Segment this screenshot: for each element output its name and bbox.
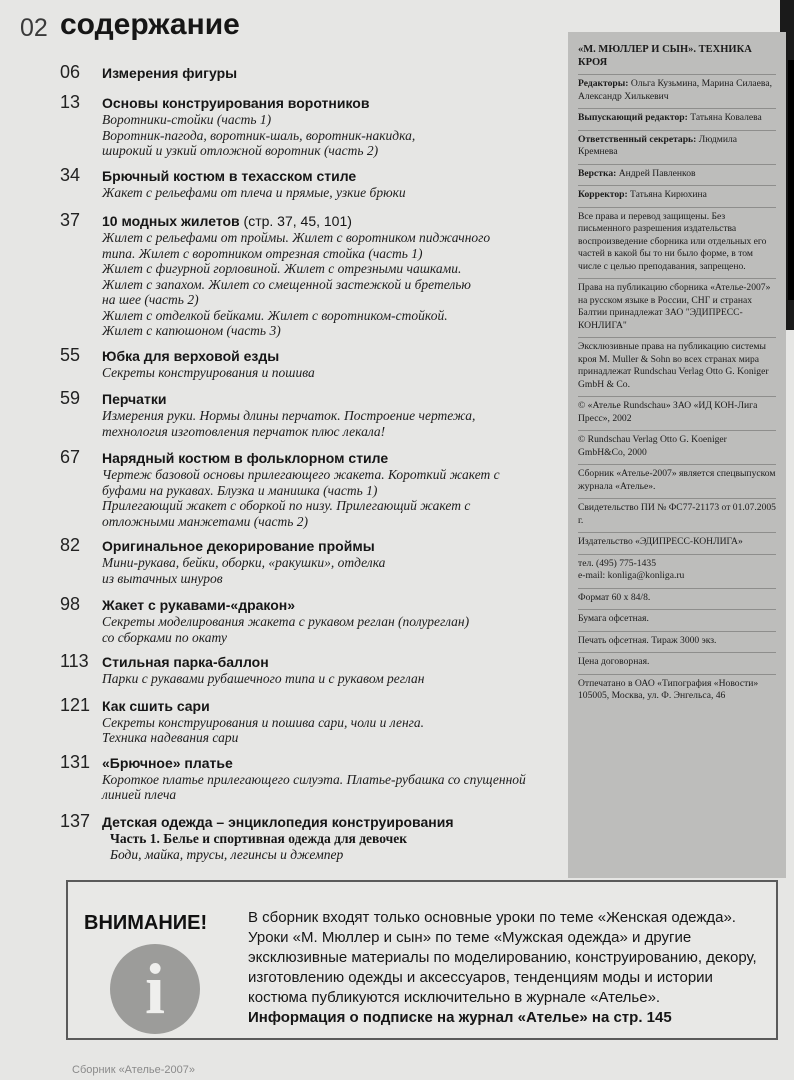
toc-entry bbox=[60, 694, 565, 746]
toc-entry-title: Измерения фигуры bbox=[102, 65, 238, 81]
toc-entry bbox=[60, 537, 565, 586]
toc-page-number: 67 bbox=[60, 447, 81, 467]
exec-editor-name: Татьяна Ковалева bbox=[687, 112, 762, 123]
rights-text: Все права и перевод защищены. Без письменного разрешения издательства воспроизведение сборника или отдельных его частей в какой бы то ни было форме, в том числе с целью преподавания, запрещено. bbox=[578, 208, 776, 280]
toc-entry-description: Жилет с капюшоном (часть 3) bbox=[102, 323, 281, 338]
toc-page-number: 37 bbox=[60, 210, 81, 230]
imprint-title: «М. МЮЛЛЕР И СЫН». ТЕХНИКА КРОЯ bbox=[578, 44, 752, 68]
editors-block bbox=[578, 75, 776, 109]
toc-entry-title-line bbox=[102, 167, 565, 185]
notice-text-block bbox=[248, 908, 768, 1028]
imprint-title-block bbox=[578, 40, 776, 75]
toc-entry-description: технология изготовления перчаток плюс лекала! bbox=[102, 423, 386, 439]
certificate-text: Свидетельство ПИ № ФС77-21173 от 01.07.2005 г. bbox=[578, 499, 776, 533]
toc-entry-description: Жилет с рельефами от проймы. Жилет с воротником пиджачного bbox=[102, 230, 491, 245]
toc-page-number: 121 bbox=[60, 694, 91, 715]
notice-text: В сборник входят только основные уроки по теме «Женская одежда». Уроки «М. Мюллер и сын» по теме «Мужская одежда» и другие эксклюзивные материалы по моделированию, конструированию, декору, изготовлению одежды и аксессуаров, тенденциям моды и истории костюма публикуются исключительно в журнале «Ателье». bbox=[248, 909, 757, 1006]
toc-entry-subtitle-description: Боди, майка, трусы, легинсы и джемпер bbox=[110, 846, 344, 862]
toc-entry-description: отложными манжетами (часть 2) bbox=[102, 513, 308, 529]
toc-entry-description: Техника надевания сари bbox=[102, 730, 239, 745]
toc-entry-title: Оригинальное декорирование проймы bbox=[102, 538, 375, 554]
binding-edge-inner bbox=[788, 60, 794, 300]
toc-page-number: 98 bbox=[60, 594, 81, 614]
paper-text: Бумага офсетная. bbox=[578, 610, 776, 632]
toc-entry-description: Жакет с рельефами от плеча и прямые, узкие брюки bbox=[102, 184, 406, 200]
toc-entry bbox=[60, 164, 565, 201]
toc-entry-description: Прилегающий жакет с оборкой по низу. Прилегающий жакет с bbox=[102, 498, 471, 513]
notice-box bbox=[66, 880, 778, 1040]
toc-entry-description: Короткое платье прилегающего силуэта. Платье-рубашка со спущенной bbox=[102, 771, 526, 787]
toc-entry bbox=[60, 653, 565, 687]
toc-page-number: 34 bbox=[60, 164, 81, 185]
toc-entry-title-line bbox=[102, 653, 565, 671]
toc-entry-description: из вытачных шнуров bbox=[102, 570, 223, 586]
toc-entry-title-line bbox=[102, 449, 565, 467]
toc-entry-title: Основы конструирования воротников bbox=[102, 95, 370, 111]
copyright-line-1: © «Ателье Rundschau» ЗАО «ИД КОН-Лига Пресс», 2002 bbox=[578, 397, 776, 431]
info-icon: i bbox=[110, 944, 200, 1034]
subscription-info: Информация о подписке на журнал «Ателье» на стр. 145 bbox=[248, 1009, 672, 1026]
toc-entry-description: Секреты моделирования жакета с рукавом реглан (полуреглан) bbox=[102, 614, 470, 629]
toc-entry-description: на шее (часть 2) bbox=[102, 292, 199, 307]
toc-entry-description: типа. Жилет с воротником отрезная стойка (часть 1) bbox=[102, 245, 423, 261]
exec-editor-label: Выпускающий редактор: bbox=[578, 112, 688, 123]
toc-entry-title: Как сшить сари bbox=[102, 697, 210, 714]
imprint-sidebar bbox=[568, 32, 786, 878]
toc-entry-title-line bbox=[102, 212, 565, 230]
secretary-name: Людмила Кремнева bbox=[578, 133, 738, 157]
toc-entry-description: Воротник-пагода, воротник-шаль, воротник-накидка, bbox=[102, 127, 416, 143]
proofreader-label: Корректор: bbox=[578, 189, 628, 200]
price-text: Цена договорная. bbox=[578, 653, 776, 675]
layout-name: Андрей Павленков bbox=[616, 167, 696, 179]
toc-page-number: 59 bbox=[60, 388, 81, 408]
toc-entry-title-line bbox=[102, 94, 565, 112]
editors-label: Редакторы: bbox=[578, 78, 629, 89]
toc-page-number: 131 bbox=[60, 751, 91, 772]
toc-entry-title-line bbox=[102, 347, 565, 365]
toc-entry-description: линией плеча bbox=[102, 787, 177, 802]
toc-page-number: 55 bbox=[60, 344, 81, 365]
toc-entry-title: Юбка для верховой езды bbox=[102, 347, 280, 364]
publication-rights-text: Права на публикацию сборника «Ателье-2007» на русском языке в России, СНГ и странах Балтии принадлежат ЗАО "ЭДИПРЕСС-КОНЛИГА" bbox=[578, 279, 776, 338]
toc-entry-title-line bbox=[102, 754, 565, 772]
page-number: 02 bbox=[20, 14, 48, 42]
page-footer: Сборник «Ателье-2007» bbox=[72, 1064, 195, 1076]
copyright-line-2: © Rundschau Verlag Otto G. Koeniger GmbH&Co, 2000 bbox=[578, 431, 776, 465]
toc-page-number: 13 bbox=[60, 92, 81, 112]
toc-entry-title: 10 модных жилетов bbox=[102, 213, 240, 229]
toc-entry-subtitle: Часть 1. Белье и спортивная одежда для девочек bbox=[110, 830, 408, 846]
toc-entry-pages: (стр. 37, 45, 101) bbox=[239, 213, 352, 229]
print-text: Печать офсетная. Тираж 3000 экз. bbox=[578, 632, 776, 654]
phone-text: тел. (495) 775-1435 bbox=[578, 557, 656, 569]
toc-entry-title: «Брючное» платье bbox=[102, 754, 233, 771]
toc-entry bbox=[60, 449, 565, 529]
toc-entry bbox=[60, 212, 565, 339]
toc-page-number: 137 bbox=[60, 810, 91, 831]
toc-entry-title: Нарядный костюм в фольклорном стиле bbox=[102, 450, 389, 466]
toc-entry bbox=[60, 596, 565, 645]
proofreader-name: Татьяна Кирюхина bbox=[627, 189, 707, 200]
toc-entry-title: Перчатки bbox=[102, 391, 167, 407]
toc-entry bbox=[60, 64, 565, 82]
toc-entry-title: Жакет с рукавами-«дракон» bbox=[102, 597, 296, 613]
toc-entry-description: Жилет с запахом. Жилет со смещенной застежкой и бретелью bbox=[102, 276, 471, 292]
format-text: Формат 60 х 84/8. bbox=[578, 589, 776, 611]
proofreader-block bbox=[578, 186, 776, 208]
toc-entry-description: широкий и узкий отложной воротник (часть 2) bbox=[102, 143, 379, 158]
toc-entry-title-line bbox=[102, 697, 565, 715]
toc-entry bbox=[60, 390, 565, 439]
exec-editor-block bbox=[578, 109, 776, 131]
toc-entry-title-line bbox=[102, 596, 565, 614]
page-title: содержание bbox=[60, 8, 240, 41]
toc-entry-title: Брючный костюм в техасском стиле bbox=[102, 167, 357, 184]
contacts-block bbox=[578, 555, 776, 589]
toc-entry-title-line bbox=[102, 390, 565, 408]
table-of-contents bbox=[60, 64, 565, 871]
secretary-label: Ответственный секретарь: bbox=[578, 133, 697, 145]
toc-entry-title-line bbox=[102, 64, 565, 82]
toc-entry-description: Воротники-стойки (часть 1) bbox=[102, 112, 272, 127]
toc-entry bbox=[60, 810, 565, 863]
editors-names: Ольга Кузьмина, Марина Силаева, Александр Хилькевич bbox=[578, 78, 772, 102]
toc-entry-description: Измерения руки. Нормы длины перчаток. Построение чертежа, bbox=[102, 408, 476, 423]
layout-block bbox=[578, 165, 776, 187]
toc-entry bbox=[60, 94, 565, 159]
toc-page-number: 82 bbox=[60, 535, 81, 555]
email-text: e-mail: konliga@konliga.ru bbox=[578, 570, 685, 581]
layout-label: Верстка: bbox=[578, 167, 617, 179]
exclusive-rights-text: Эксклюзивные права на публикацию системы кроя M. Muller & Sohn во всех странах мира принадлежат Rundschau Verlag Otto G. Koniger GmbH & Co. bbox=[578, 338, 776, 397]
notice-title: ВНИМАНИЕ! bbox=[84, 912, 208, 934]
printed-block bbox=[578, 675, 776, 708]
toc-entry-description: Жилет с отделкой бейками. Жилет с воротником-стойкой. bbox=[102, 307, 448, 323]
toc-page-number: 113 bbox=[60, 651, 89, 671]
toc-entry-title-line bbox=[102, 813, 565, 831]
toc-entry-description: Парки с рукавами рубашечного типа и с рукавом реглан bbox=[102, 671, 425, 686]
toc-entry-description: буфами на рукавах. Блузка и манишка (часть 1) bbox=[102, 482, 378, 498]
toc-entry-description: Жилет с фигурной горловиной. Жилет с отрезными чашками. bbox=[102, 261, 462, 276]
toc-entry-description: со сборками по окату bbox=[102, 629, 227, 645]
printed-text: Отпечатано в ОАО «Типография «Новости» bbox=[578, 677, 759, 689]
toc-entry-description: Мини-рукава, бейки, оборки, «ракушки», отделка bbox=[102, 555, 386, 570]
secretary-block bbox=[578, 131, 776, 165]
address-text: 105005, Москва, ул. Ф. Энгельса, 46 bbox=[578, 690, 726, 701]
special-issue-text: Сборник «Ателье-2007» является спецвыпуском журнала «Ателье». bbox=[578, 465, 776, 499]
toc-entry-title: Детская одежда – энциклопедия конструирования bbox=[102, 813, 454, 830]
toc-entry bbox=[60, 344, 565, 381]
toc-entry-description: Секреты конструирования и пошива bbox=[102, 364, 315, 380]
toc-entry-title: Стильная парка-баллон bbox=[102, 654, 269, 670]
toc-entry-description: Секреты конструирования и пошива сари, чоли и ленга. bbox=[102, 714, 425, 730]
publisher-text: Издательство «ЭДИПРЕСС-КОНЛИГА» bbox=[578, 533, 776, 555]
toc-entry bbox=[60, 751, 565, 803]
toc-entry-title-line bbox=[102, 537, 565, 555]
toc-entry-description: Чертеж базовой основы прилегающего жакета. Короткий жакет с bbox=[102, 467, 500, 482]
toc-page-number: 06 bbox=[60, 62, 81, 82]
